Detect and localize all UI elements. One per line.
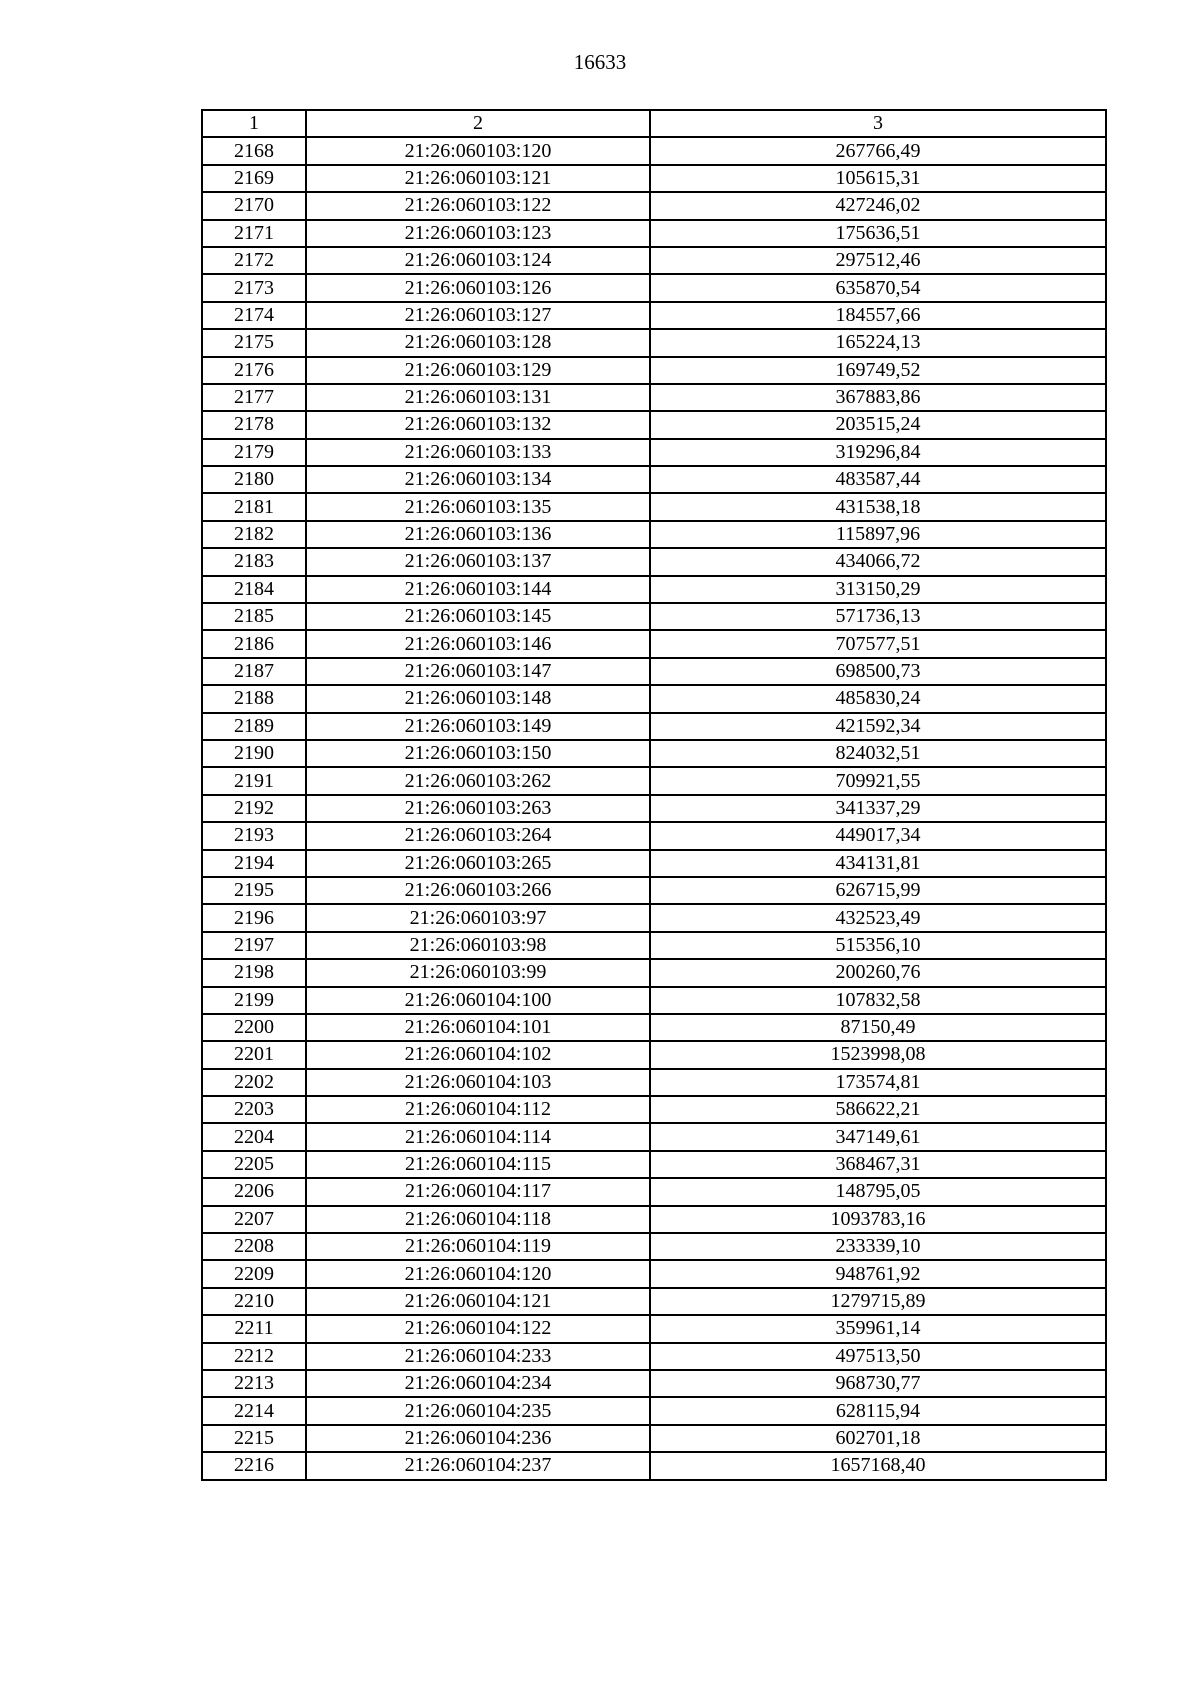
cadastral-number-cell: 21:26:060104:235 <box>306 1397 650 1424</box>
value-cell: 698500,73 <box>650 658 1106 685</box>
value-cell: 434131,81 <box>650 850 1106 877</box>
table-row <box>202 603 1106 630</box>
cadastral-number-cell: 21:26:060103:136 <box>306 521 650 548</box>
value-cell: 233339,10 <box>650 1233 1106 1260</box>
row-number-cell: 2173 <box>202 274 306 301</box>
table-row <box>202 247 1106 274</box>
cadastral-number-cell: 21:26:060103:121 <box>306 165 650 192</box>
table-row <box>202 1041 1106 1068</box>
table-row <box>202 220 1106 247</box>
row-number-cell: 2192 <box>202 795 306 822</box>
table-row <box>202 1315 1106 1342</box>
table-row <box>202 658 1106 685</box>
row-number-cell: 2212 <box>202 1343 306 1370</box>
row-number-cell: 2215 <box>202 1425 306 1452</box>
value-cell: 165224,13 <box>650 329 1106 356</box>
table-row <box>202 192 1106 219</box>
value-cell: 1523998,08 <box>650 1041 1106 1068</box>
value-cell: 485830,24 <box>650 685 1106 712</box>
table-row <box>202 329 1106 356</box>
cadastral-number-cell: 21:26:060103:124 <box>306 247 650 274</box>
table-row <box>202 439 1106 466</box>
data-table <box>201 109 1107 1481</box>
table-row <box>202 904 1106 931</box>
cadastral-number-cell: 21:26:060104:121 <box>306 1288 650 1315</box>
row-number-cell: 2179 <box>202 439 306 466</box>
table-row <box>202 1397 1106 1424</box>
row-number-cell: 2174 <box>202 302 306 329</box>
row-number-cell: 2176 <box>202 357 306 384</box>
cadastral-number-cell: 21:26:060103:144 <box>306 576 650 603</box>
cadastral-number-cell: 21:26:060104:236 <box>306 1425 650 1452</box>
table-row <box>202 795 1106 822</box>
cadastral-number-cell: 21:26:060103:137 <box>306 548 650 575</box>
table-row <box>202 987 1106 1014</box>
value-cell: 368467,31 <box>650 1151 1106 1178</box>
cadastral-number-cell: 21:26:060103:129 <box>306 357 650 384</box>
row-number-cell: 2180 <box>202 466 306 493</box>
cadastral-number-cell: 21:26:060104:117 <box>306 1178 650 1205</box>
cadastral-number-cell: 21:26:060103:120 <box>306 137 650 164</box>
value-cell: 115897,96 <box>650 521 1106 548</box>
cadastral-number-cell: 21:26:060103:263 <box>306 795 650 822</box>
cadastral-number-cell: 21:26:060103:126 <box>306 274 650 301</box>
table-row <box>202 877 1106 904</box>
value-cell: 431538,18 <box>650 493 1106 520</box>
table-row <box>202 822 1106 849</box>
value-cell: 626715,99 <box>650 877 1106 904</box>
table-row <box>202 630 1106 657</box>
cadastral-number-cell: 21:26:060103:134 <box>306 466 650 493</box>
cadastral-number-cell: 21:26:060104:237 <box>306 1452 650 1479</box>
cadastral-number-cell: 21:26:060103:132 <box>306 411 650 438</box>
table-row <box>202 1452 1106 1479</box>
table-row <box>202 357 1106 384</box>
table-row <box>202 850 1106 877</box>
value-cell: 434066,72 <box>650 548 1106 575</box>
column-header-3: 3 <box>650 110 1106 137</box>
value-cell: 515356,10 <box>650 932 1106 959</box>
value-cell: 297512,46 <box>650 247 1106 274</box>
value-cell: 824032,51 <box>650 740 1106 767</box>
row-number-cell: 2211 <box>202 1315 306 1342</box>
row-number-cell: 2172 <box>202 247 306 274</box>
row-number-cell: 2187 <box>202 658 306 685</box>
value-cell: 427246,02 <box>650 192 1106 219</box>
table-row <box>202 1151 1106 1178</box>
cadastral-number-cell: 21:26:060104:122 <box>306 1315 650 1342</box>
value-cell: 483587,44 <box>650 466 1106 493</box>
table-row <box>202 1178 1106 1205</box>
row-number-cell: 2210 <box>202 1288 306 1315</box>
row-number-cell: 2189 <box>202 713 306 740</box>
row-number-cell: 2199 <box>202 987 306 1014</box>
table-row <box>202 1233 1106 1260</box>
row-number-cell: 2204 <box>202 1123 306 1150</box>
value-cell: 709921,55 <box>650 767 1106 794</box>
value-cell: 341337,29 <box>650 795 1106 822</box>
cadastral-number-cell: 21:26:060103:149 <box>306 713 650 740</box>
value-cell: 319296,84 <box>650 439 1106 466</box>
cadastral-number-cell: 21:26:060103:262 <box>306 767 650 794</box>
value-cell: 200260,76 <box>650 959 1106 986</box>
row-number-cell: 2205 <box>202 1151 306 1178</box>
row-number-cell: 2191 <box>202 767 306 794</box>
table-header <box>202 110 1106 137</box>
value-cell: 1093783,16 <box>650 1206 1106 1233</box>
column-header-1: 1 <box>202 110 306 137</box>
row-number-cell: 2188 <box>202 685 306 712</box>
cadastral-number-cell: 21:26:060104:120 <box>306 1260 650 1287</box>
cadastral-number-cell: 21:26:060104:101 <box>306 1014 650 1041</box>
table-row <box>202 713 1106 740</box>
cadastral-number-cell: 21:26:060103:133 <box>306 439 650 466</box>
cadastral-number-cell: 21:26:060104:115 <box>306 1151 650 1178</box>
cadastral-number-cell: 21:26:060104:234 <box>306 1370 650 1397</box>
value-cell: 173574,81 <box>650 1069 1106 1096</box>
value-cell: 968730,77 <box>650 1370 1106 1397</box>
table-row <box>202 1096 1106 1123</box>
row-number-cell: 2168 <box>202 137 306 164</box>
value-cell: 184557,66 <box>650 302 1106 329</box>
value-cell: 105615,31 <box>650 165 1106 192</box>
table-row <box>202 1123 1106 1150</box>
value-cell: 367883,86 <box>650 384 1106 411</box>
cadastral-number-cell: 21:26:060104:119 <box>306 1233 650 1260</box>
row-number-cell: 2202 <box>202 1069 306 1096</box>
row-number-cell: 2184 <box>202 576 306 603</box>
value-cell: 432523,49 <box>650 904 1106 931</box>
table-row <box>202 1425 1106 1452</box>
table-row <box>202 302 1106 329</box>
row-number-cell: 2214 <box>202 1397 306 1424</box>
value-cell: 421592,34 <box>650 713 1106 740</box>
table-body <box>202 137 1106 1479</box>
row-number-cell: 2208 <box>202 1233 306 1260</box>
table-row <box>202 767 1106 794</box>
row-number-cell: 2207 <box>202 1206 306 1233</box>
cadastral-number-cell: 21:26:060104:114 <box>306 1123 650 1150</box>
value-cell: 107832,58 <box>650 987 1106 1014</box>
value-cell: 948761,92 <box>650 1260 1106 1287</box>
row-number-cell: 2201 <box>202 1041 306 1068</box>
row-number-cell: 2178 <box>202 411 306 438</box>
cadastral-number-cell: 21:26:060103:146 <box>306 630 650 657</box>
cadastral-number-cell: 21:26:060103:128 <box>306 329 650 356</box>
value-cell: 571736,13 <box>650 603 1106 630</box>
cadastral-number-cell: 21:26:060103:145 <box>306 603 650 630</box>
cadastral-number-cell: 21:26:060103:264 <box>306 822 650 849</box>
cadastral-number-cell: 21:26:060103:265 <box>306 850 650 877</box>
cadastral-number-cell: 21:26:060104:118 <box>306 1206 650 1233</box>
value-cell: 267766,49 <box>650 137 1106 164</box>
value-cell: 359961,14 <box>650 1315 1106 1342</box>
table-row <box>202 685 1106 712</box>
row-number-cell: 2196 <box>202 904 306 931</box>
value-cell: 635870,54 <box>650 274 1106 301</box>
cadastral-number-cell: 21:26:060103:135 <box>306 493 650 520</box>
value-cell: 313150,29 <box>650 576 1106 603</box>
value-cell: 203515,24 <box>650 411 1106 438</box>
value-cell: 347149,61 <box>650 1123 1106 1150</box>
value-cell: 628115,94 <box>650 1397 1106 1424</box>
row-number-cell: 2203 <box>202 1096 306 1123</box>
cadastral-number-cell: 21:26:060103:99 <box>306 959 650 986</box>
table-row <box>202 384 1106 411</box>
cadastral-number-cell: 21:26:060104:103 <box>306 1069 650 1096</box>
table-row <box>202 959 1106 986</box>
cadastral-number-cell: 21:26:060103:147 <box>306 658 650 685</box>
table-row <box>202 1370 1106 1397</box>
row-number-cell: 2198 <box>202 959 306 986</box>
table-row <box>202 576 1106 603</box>
cadastral-number-cell: 21:26:060104:102 <box>306 1041 650 1068</box>
value-cell: 449017,34 <box>650 822 1106 849</box>
table-row <box>202 274 1106 301</box>
table-row <box>202 466 1106 493</box>
column-header-2: 2 <box>306 110 650 137</box>
table-row <box>202 932 1106 959</box>
value-cell: 707577,51 <box>650 630 1106 657</box>
value-cell: 169749,52 <box>650 357 1106 384</box>
row-number-cell: 2213 <box>202 1370 306 1397</box>
row-number-cell: 2170 <box>202 192 306 219</box>
cadastral-number-cell: 21:26:060104:100 <box>306 987 650 1014</box>
table-row <box>202 165 1106 192</box>
row-number-cell: 2209 <box>202 1260 306 1287</box>
row-number-cell: 2182 <box>202 521 306 548</box>
row-number-cell: 2190 <box>202 740 306 767</box>
table-row <box>202 521 1106 548</box>
table-row <box>202 1206 1106 1233</box>
row-number-cell: 2195 <box>202 877 306 904</box>
row-number-cell: 2216 <box>202 1452 306 1479</box>
row-number-cell: 2194 <box>202 850 306 877</box>
row-number-cell: 2197 <box>202 932 306 959</box>
cadastral-number-cell: 21:26:060103:122 <box>306 192 650 219</box>
cadastral-number-cell: 21:26:060103:150 <box>306 740 650 767</box>
value-cell: 1657168,40 <box>650 1452 1106 1479</box>
value-cell: 175636,51 <box>650 220 1106 247</box>
table-row <box>202 1014 1106 1041</box>
cadastral-number-cell: 21:26:060103:98 <box>306 932 650 959</box>
cadastral-number-cell: 21:26:060103:127 <box>306 302 650 329</box>
table-row <box>202 1288 1106 1315</box>
row-number-cell: 2193 <box>202 822 306 849</box>
page-number: 16633 <box>573 50 627 74</box>
value-cell: 1279715,89 <box>650 1288 1106 1315</box>
row-number-cell: 2186 <box>202 630 306 657</box>
table-row <box>202 1069 1106 1096</box>
cadastral-number-cell: 21:26:060103:148 <box>306 685 650 712</box>
cadastral-number-cell: 21:26:060103:123 <box>306 220 650 247</box>
table-row <box>202 1260 1106 1287</box>
row-number-cell: 2171 <box>202 220 306 247</box>
row-number-cell: 2169 <box>202 165 306 192</box>
table-row <box>202 493 1106 520</box>
cadastral-number-cell: 21:26:060103:266 <box>306 877 650 904</box>
value-cell: 87150,49 <box>650 1014 1106 1041</box>
cadastral-number-cell: 21:26:060104:112 <box>306 1096 650 1123</box>
row-number-cell: 2200 <box>202 1014 306 1041</box>
table-row <box>202 1343 1106 1370</box>
header-row <box>202 110 1106 137</box>
value-cell: 586622,21 <box>650 1096 1106 1123</box>
table-row <box>202 137 1106 164</box>
table-row <box>202 548 1106 575</box>
value-cell: 602701,18 <box>650 1425 1106 1452</box>
cadastral-number-cell: 21:26:060104:233 <box>306 1343 650 1370</box>
cadastral-number-cell: 21:26:060103:97 <box>306 904 650 931</box>
row-number-cell: 2185 <box>202 603 306 630</box>
cadastral-number-cell: 21:26:060103:131 <box>306 384 650 411</box>
table-row <box>202 740 1106 767</box>
row-number-cell: 2206 <box>202 1178 306 1205</box>
row-number-cell: 2181 <box>202 493 306 520</box>
row-number-cell: 2175 <box>202 329 306 356</box>
table-row <box>202 411 1106 438</box>
value-cell: 148795,05 <box>650 1178 1106 1205</box>
value-cell: 497513,50 <box>650 1343 1106 1370</box>
row-number-cell: 2177 <box>202 384 306 411</box>
row-number-cell: 2183 <box>202 548 306 575</box>
